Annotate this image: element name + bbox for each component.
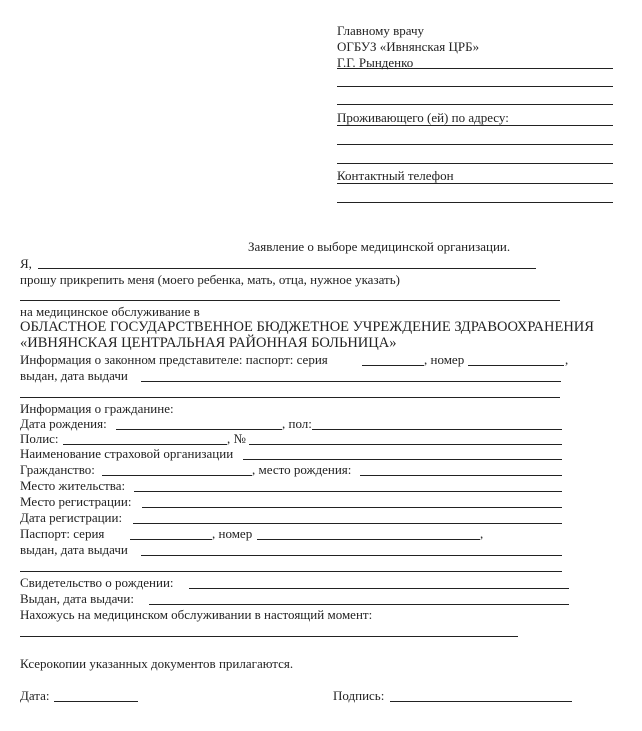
citizen-number-label: , номер [212, 526, 253, 541]
organization-name-line-2: «ИВНЯНСКАЯ ЦЕНТРАЛЬНАЯ РАЙОННАЯ БОЛЬНИЦА» [20, 335, 397, 351]
addressee-line-2: ОГБУЗ «Ивнянская ЦРБ» [337, 39, 480, 54]
representative-issued-line-2[interactable] [20, 397, 560, 398]
addressee-field-line[interactable] [337, 68, 613, 69]
policy-number-label: , № [227, 431, 246, 446]
insurer-label: Наименование страховой организации [20, 446, 234, 461]
addressee-field-line[interactable] [337, 104, 613, 105]
representative-passport-label: Информация о законном представителе: паспорт: серия [20, 352, 328, 367]
service-line: на медицинское обслуживание в [20, 304, 200, 319]
phone-field-line[interactable] [337, 183, 613, 184]
signature-label: Подпись: [333, 688, 385, 703]
document-title: Заявление о выборе медицинской организации. [248, 239, 511, 254]
representative-passport-number-line[interactable] [468, 365, 564, 366]
dob-label: Дата рождения: [20, 416, 107, 431]
residence-field-line[interactable] [134, 491, 562, 492]
citizen-heading: Информация о гражданине: [20, 401, 174, 416]
date-label: Дата: [20, 688, 50, 703]
date-field-line[interactable] [54, 701, 138, 702]
address-field-line[interactable] [337, 163, 613, 164]
representative-passport-series-line[interactable] [362, 365, 424, 366]
address-field-line[interactable] [337, 144, 613, 145]
address-label: Проживающего (ей) по адресу: [337, 110, 509, 125]
birthplace-field-line[interactable] [360, 475, 562, 476]
addressee-line-3: Г.Г. Рынденко [337, 55, 414, 70]
addressee-line-1: Главному врачу [337, 23, 425, 38]
sex-field-line[interactable] [312, 429, 562, 430]
representative-issued-line[interactable] [141, 381, 561, 382]
citizenship-label: Гражданство: [20, 462, 95, 477]
representative-number-label: , номер [424, 352, 465, 367]
copies-note: Ксерокопии указанных документов прилагаются. [20, 656, 294, 671]
citizen-issued-line[interactable] [141, 555, 562, 556]
registration-date-label: Дата регистрации: [20, 510, 123, 525]
representative-issued-label: выдан, дата выдачи [20, 368, 128, 383]
address-field-line[interactable] [337, 125, 613, 126]
citizen-issued-line-2[interactable] [20, 571, 562, 572]
i-label: Я, [20, 256, 32, 271]
citizen-passport-label: Паспорт: серия [20, 526, 105, 541]
birth-certificate-line[interactable] [189, 588, 569, 589]
registration-label: Место регистрации: [20, 494, 132, 509]
representative-comma: , [565, 352, 569, 367]
citizen-passport-series-line[interactable] [130, 539, 212, 540]
addressee-field-line[interactable] [337, 86, 613, 87]
sex-label: , пол: [282, 416, 312, 431]
registration-date-line[interactable] [133, 523, 562, 524]
citizen-issued-label: выдан, дата выдачи [20, 542, 128, 557]
citizenship-field-line[interactable] [102, 475, 252, 476]
phone-field-line[interactable] [337, 202, 613, 203]
citizen-passport-number-line[interactable] [257, 539, 480, 540]
policy-label: Полис: [20, 431, 59, 446]
applicant-name-line[interactable] [38, 268, 536, 269]
current-service-line[interactable] [20, 636, 518, 637]
birthplace-label: , место рождения: [252, 462, 352, 477]
birth-certificate-issued-line[interactable] [149, 604, 569, 605]
policy-number-line[interactable] [249, 444, 562, 445]
citizen-comma: , [480, 526, 484, 541]
signature-field-line[interactable] [390, 701, 572, 702]
policy-field-line[interactable] [63, 444, 227, 445]
residence-label: Место жительства: [20, 478, 126, 493]
registration-field-line[interactable] [142, 507, 562, 508]
request-line: прошу прикрепить меня (моего ребенка, мать, отца, нужное указать) [20, 272, 400, 287]
dob-field-line[interactable] [116, 429, 282, 430]
birth-certificate-issued-label: Выдан, дата выдачи: [20, 591, 134, 606]
organization-name-line-1: ОБЛАСТНОЕ ГОСУДАРСТВЕННОЕ БЮДЖЕТНОЕ УЧРЕЖДЕНИЕ ЗДРАВООХРАНЕНИЯ [20, 319, 594, 335]
birth-certificate-label: Свидетельство о рождении: [20, 575, 174, 590]
current-service-label: Нахожусь на медицинском обслуживании в настоящий момент: [20, 607, 373, 622]
phone-label: Контактный телефон [337, 168, 454, 183]
insurer-field-line[interactable] [243, 459, 562, 460]
relation-field-line[interactable] [20, 300, 560, 301]
